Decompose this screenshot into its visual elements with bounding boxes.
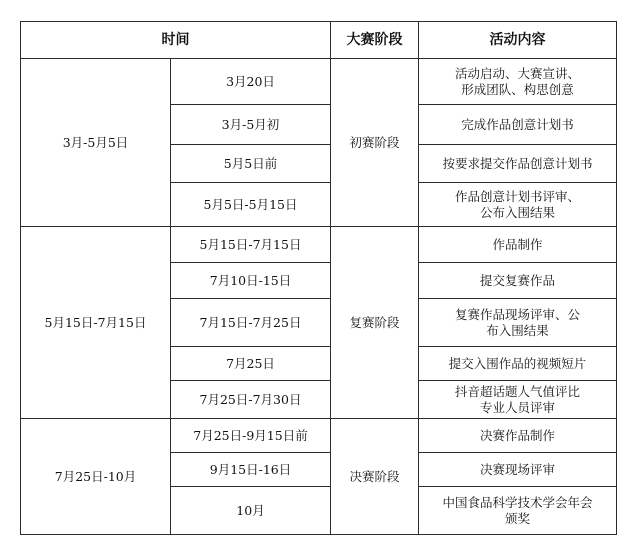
stage-cell: 复赛阶段 (331, 227, 419, 419)
header-row (21, 22, 617, 59)
content-cell: 作品创意计划书评审、 公布入围结果 (419, 183, 617, 227)
table-row (21, 59, 617, 105)
date-cell: 5月5日-5月15日 (171, 183, 331, 227)
date-cell: 7月15日-7月25日 (171, 299, 331, 347)
content-cell: 提交复赛作品 (419, 263, 617, 299)
content-cell: 决赛现场评审 (419, 453, 617, 487)
period-cell: 7月25日-10月 (21, 419, 171, 535)
table-row (21, 227, 617, 263)
date-cell: 5月15日-7月15日 (171, 227, 331, 263)
content-cell: 作品制作 (419, 227, 617, 263)
date-cell: 7月25日-7月30日 (171, 381, 331, 419)
period-cell: 5月15日-7月15日 (21, 227, 171, 419)
content-cell: 完成作品创意计划书 (419, 105, 617, 145)
content-cell: 抖音超话题人气值评比 专业人员评审 (419, 381, 617, 419)
table-row (21, 419, 617, 453)
date-cell: 3月-5月初 (171, 105, 331, 145)
date-cell: 10月 (171, 487, 331, 535)
stage-cell: 初赛阶段 (331, 59, 419, 227)
date-cell: 5月5日前 (171, 145, 331, 183)
content-cell: 中国食品科学技术学会年会 颁奖 (419, 487, 617, 535)
date-cell: 7月10日-15日 (171, 263, 331, 299)
date-cell: 7月25日 (171, 347, 331, 381)
stage-cell: 决赛阶段 (331, 419, 419, 535)
date-cell: 9月15日-16日 (171, 453, 331, 487)
content-cell: 活动启动、大赛宣讲、 形成团队、构思创意 (419, 59, 617, 105)
schedule-table (20, 21, 617, 535)
header-content: 活动内容 (419, 22, 617, 59)
header-time: 时间 (21, 22, 331, 59)
date-cell: 3月20日 (171, 59, 331, 105)
content-cell: 决赛作品制作 (419, 419, 617, 453)
header-stage: 大赛阶段 (331, 22, 419, 59)
content-cell: 提交入围作品的视频短片 (419, 347, 617, 381)
content-cell: 复赛作品现场评审、公 布入围结果 (419, 299, 617, 347)
period-cell: 3月-5月5日 (21, 59, 171, 227)
date-cell: 7月25日-9月15日前 (171, 419, 331, 453)
content-cell: 按要求提交作品创意计划书 (419, 145, 617, 183)
